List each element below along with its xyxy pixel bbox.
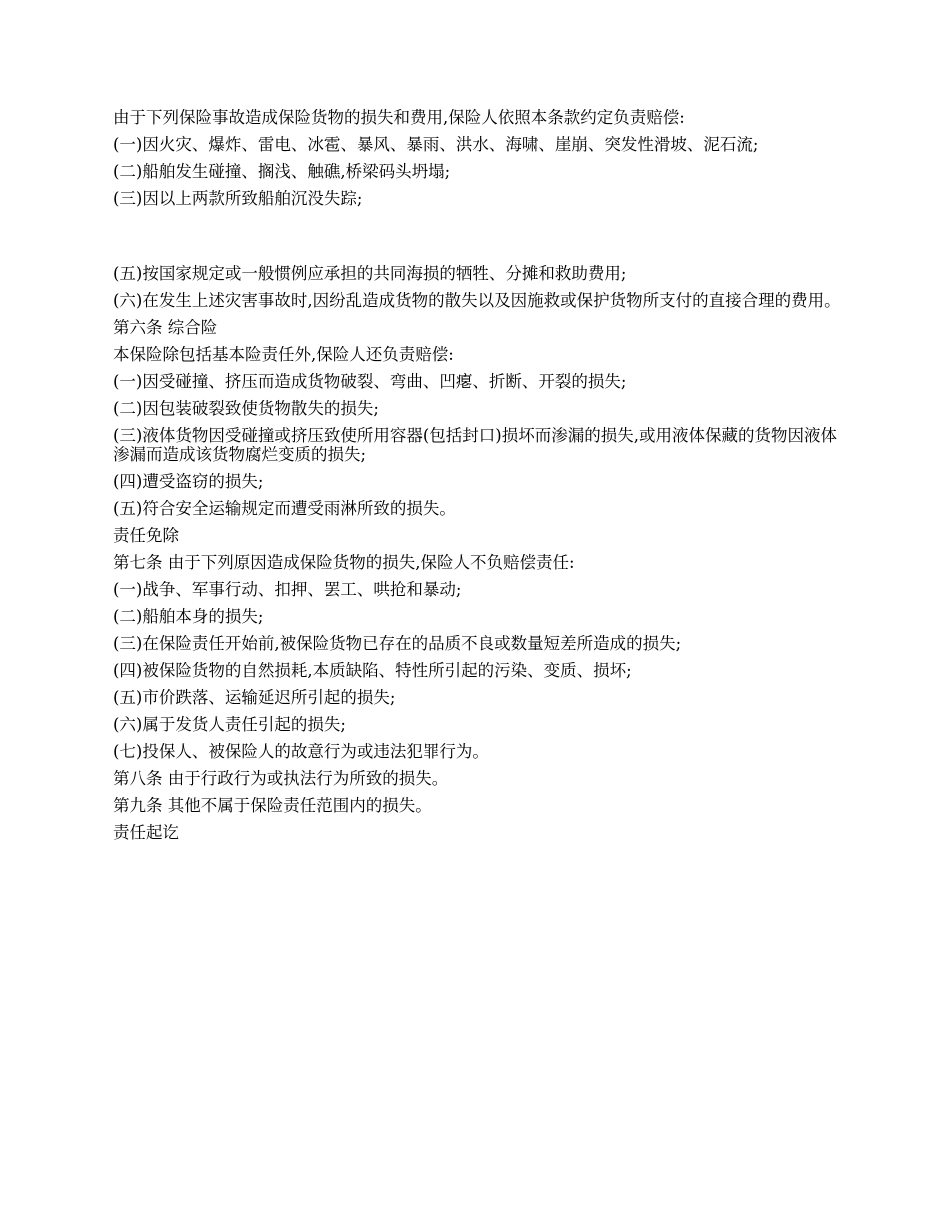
paragraph-item-2: (二)船舶发生碰撞、搁浅、触礁,桥梁码头坍塌;	[113, 162, 451, 181]
paragraph-exclusion-item-7: (七)投保人、被保险人的故意行为或违法犯罪行为。	[113, 742, 489, 761]
paragraph-comprehensive-intro: 本保险除包括基本险责任外,保险人还负责赔偿:	[113, 345, 454, 364]
paragraph-exclusion-item-2: (二)船舶本身的损失;	[113, 607, 264, 626]
paragraph-comprehensive-item-1: (一)因受碰撞、挤压而造成货物破裂、弯曲、凹瘪、折断、开裂的损失;	[113, 372, 627, 391]
paragraph-intro: 由于下列保险事故造成保险货物的损失和费用,保险人依照本条款约定负责赔偿:	[113, 108, 685, 127]
paragraph-comprehensive-item-4: (四)遭受盗窃的损失;	[113, 472, 264, 491]
paragraph-item-1: (一)因火灾、爆炸、雷电、冰雹、暴风、暴雨、洪水、海啸、崖崩、突发性滑坡、泥石流;	[113, 135, 759, 154]
section-heading-duration: 责任起讫	[113, 823, 179, 842]
paragraph-item-6: (六)在发生上述灾害事故时,因纷乱造成货物的散失以及因施救或保护货物所支付的直接合理的费用。	[113, 291, 841, 310]
paragraph-article-9: 第九条 其他不属于保险责任范围内的损失。	[113, 796, 432, 815]
section-heading-exclusions: 责任免除	[113, 526, 179, 545]
paragraph-article-7: 第七条 由于下列原因造成保险货物的损失,保险人不负赔偿责任:	[113, 553, 575, 572]
paragraph-article-8: 第八条 由于行政行为或执法行为所致的损失。	[113, 769, 449, 788]
section-heading-article-6: 第六条 综合险	[113, 318, 218, 337]
paragraph-exclusion-item-5: (五)市价跌落、运输延迟所引起的损失;	[113, 688, 396, 707]
blank-gap	[113, 216, 843, 264]
paragraph-comprehensive-item-3: (三)液体货物因受碰撞或挤压致使所用容器(包括封口)损坏而渗漏的损失,或用液体保藏的货物因液体渗漏而造成该货物腐烂变质的损失;	[113, 426, 837, 464]
paragraph-exclusion-item-4: (四)被保险货物的自然损耗,本质缺陷、特性所引起的污染、变质、损坏;	[113, 661, 632, 680]
paragraph-comprehensive-item-5: (五)符合安全运输规定而遭受雨淋所致的损失。	[113, 499, 456, 518]
paragraph-comprehensive-item-2: (二)因包装破裂致使货物散失的损失;	[113, 399, 379, 418]
paragraph-exclusion-item-6: (六)属于发货人责任引起的损失;	[113, 715, 346, 734]
paragraph-exclusion-item-1: (一)战争、军事行动、扣押、罢工、哄抢和暴动;	[113, 580, 462, 599]
paragraph-item-5: (五)按国家规定或一般惯例应承担的共同海损的牺牲、分摊和救助费用;	[113, 264, 627, 283]
document-body	[113, 108, 843, 850]
paragraph-exclusion-item-3: (三)在保险责任开始前,被保险货物已存在的品质不良或数量短差所造成的损失;	[113, 634, 682, 653]
paragraph-item-3: (三)因以上两款所致船舶沉没失踪;	[113, 189, 363, 208]
